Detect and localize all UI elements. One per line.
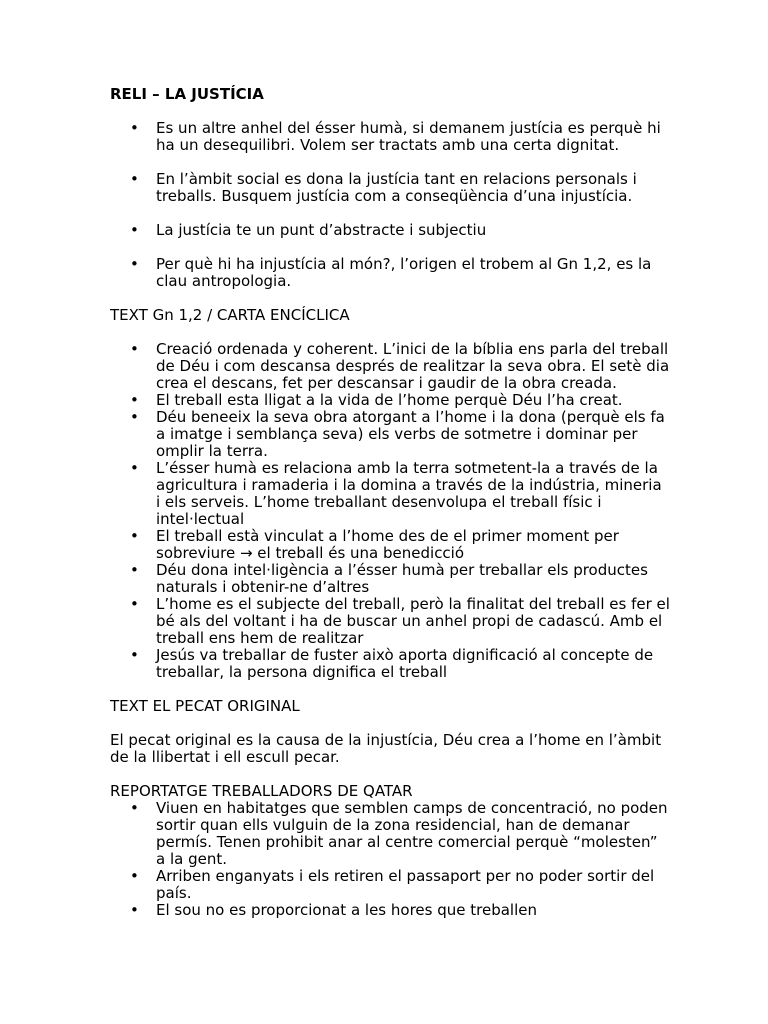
- document-title: RELI – LA JUSTÍCIA: [110, 85, 264, 103]
- list-item: • En l’àmbit social es dona la justícia tant en relacions personals i treballs. Busquem justícia com a conseqüència d’una injustícia.: [110, 171, 670, 205]
- list-item: • Déu dona intel·ligència a l’ésser humà per treballar els productes naturals i obtenir-ne d’altres: [110, 562, 670, 596]
- list-item: • Arriben enganyats i els retiren el passaport per no poder sortir del país.: [110, 868, 670, 902]
- qatar-list: [110, 800, 670, 919]
- gn-list: [110, 341, 670, 681]
- section-heading-gn: TEXT Gn 1,2 / CARTA ENCÍCLICA: [110, 306, 350, 324]
- list-item: • El sou no es proporcionat a les hores que treballen: [110, 902, 670, 919]
- intro-list: [110, 120, 670, 290]
- list-item: • Per què hi ha injustícia al món?, l’origen el trobem al Gn 1,2, es la clau antropologia.: [110, 256, 670, 290]
- pecat-paragraph: El pecat original es la causa de la injustícia, Déu crea a l’home en l’àmbit de la llibertat i ell escull pecar.: [110, 731, 662, 766]
- list-item: • La justícia te un punt d’abstracte i subjectiu: [110, 222, 670, 239]
- section-heading-qatar: REPORTATGE TREBALLADORS DE QATAR: [110, 782, 413, 800]
- list-item: • Déu beneeix la seva obra atorgant a l’home i la dona (perquè els fa a imatge i semblança seva) els verbs de sotmetre i dominar per omplir la terra.: [110, 409, 670, 460]
- list-item: • Creació ordenada y coherent. L’inici de la bíblia ens parla del treball de Déu i com descansa després de realitzar la seva obra. El setè dia crea el descans, fet per descansar i gaudir de la obra creada.: [110, 341, 670, 392]
- list-item: • Jesús va treballar de fuster això aporta dignificació al concepte de treballar, la persona dignifica el treball: [110, 647, 670, 681]
- list-item: • Viuen en habitatges que semblen camps de concentració, no poden sortir quan ells vulguin de la zona residencial, han de demanar permís. Tenen prohibit anar al centre comercial perquè “molesten” a la gent.: [110, 800, 670, 868]
- list-item: • L’home es el subjecte del treball, però la finalitat del treball es fer el bé als del voltant i ha de buscar un anhel propi de cadascú. Amb el treball ens hem de realitzar: [110, 596, 670, 647]
- list-item: • El treball està vinculat a l’home des de el primer moment per sobreviure → el treball és una benedicció: [110, 528, 670, 562]
- list-item: • El treball esta lligat a la vida de l’home perquè Déu l’ha creat.: [110, 392, 670, 409]
- section-heading-pecat: TEXT EL PECAT ORIGINAL: [110, 697, 300, 715]
- list-item: • Es un altre anhel del ésser humà, si demanem justícia es perquè hi ha un desequilibri. Volem ser tractats amb una certa dignitat.: [110, 120, 670, 154]
- document-body: [110, 86, 670, 919]
- list-item: • L’ésser humà es relaciona amb la terra sotmetent-la a través de la agricultura i ramaderia i la domina a través de la indústria, mineria i els serveis. L’home treballant desenvolupa el treball físic i intel·lectual: [110, 460, 670, 528]
